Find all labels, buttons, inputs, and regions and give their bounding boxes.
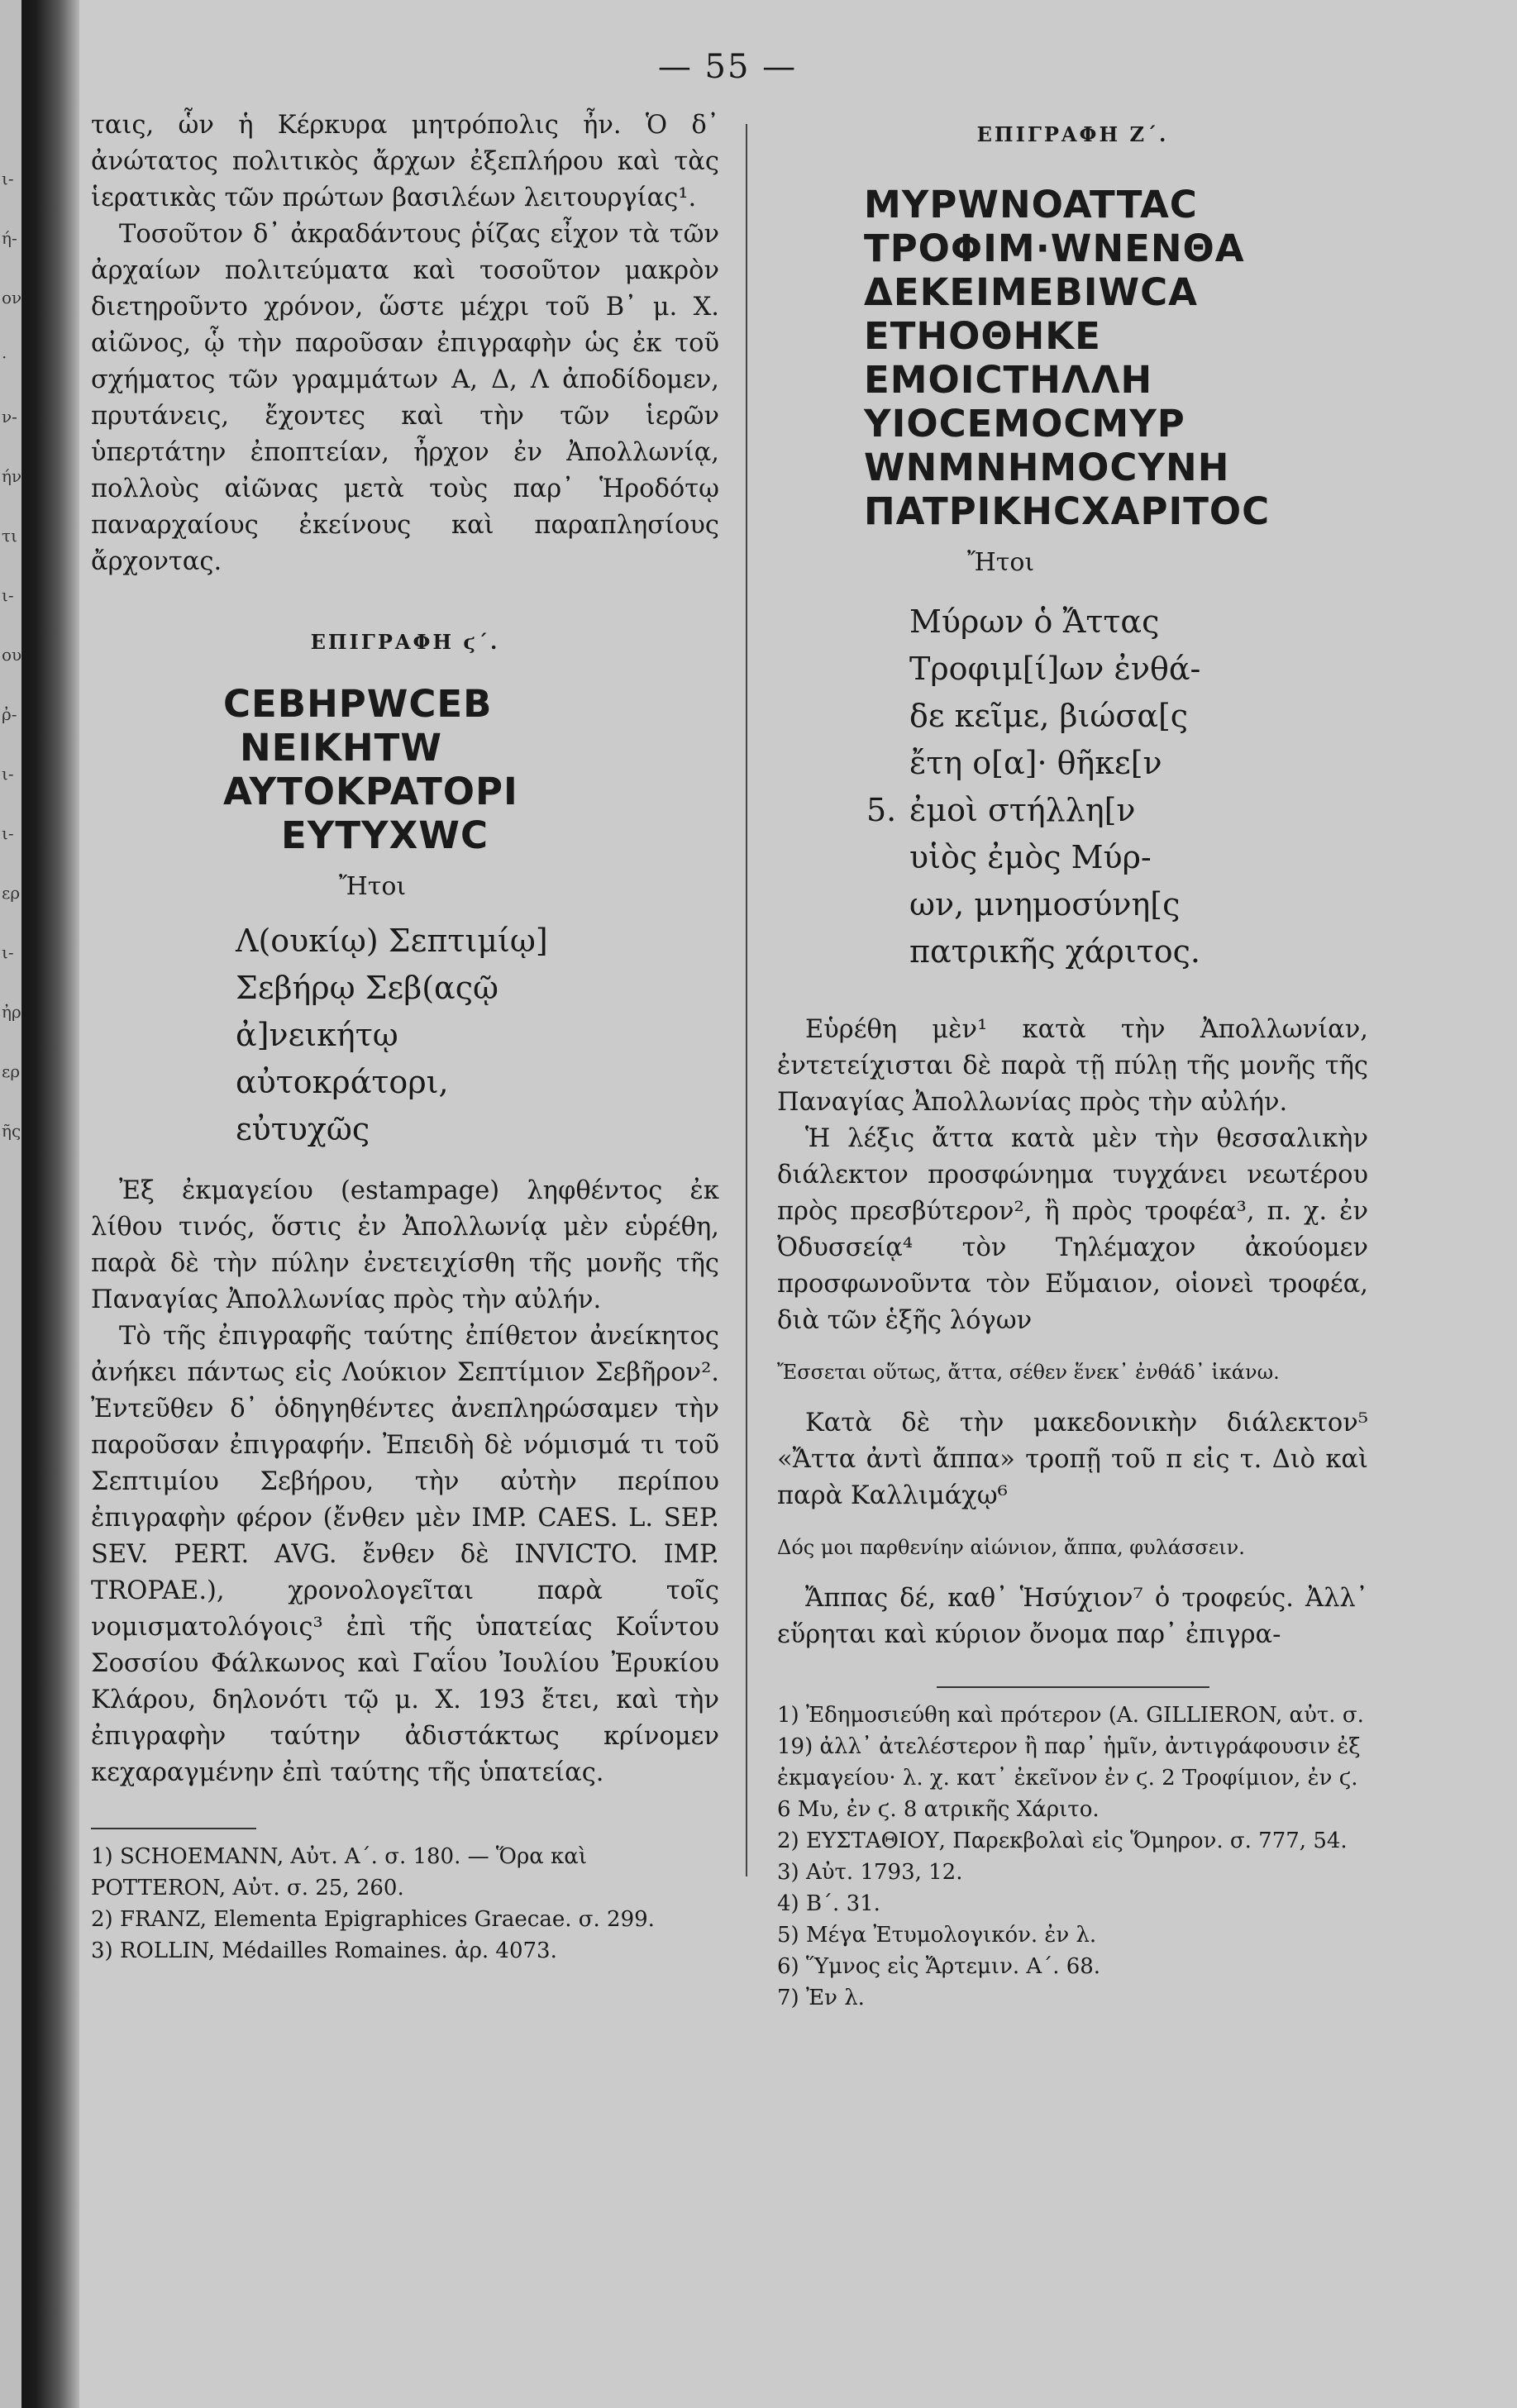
inscription-line: AYTOKPATOPI xyxy=(223,770,518,813)
transcription-line: ἀ]νεικήτῳ xyxy=(236,1017,398,1053)
adjacent-page-letter: ι- xyxy=(2,764,14,784)
transcription-line: Μύρων ὁ Ἄττας xyxy=(909,603,1160,640)
commentary-paragraph: Ἡ λέξις ἄττα κατὰ μὲν τὴν θεσσαλικὴν διάλεκτον προσφώνημα τυγχάνει νεωτέρου πρὸς πρεσβύτερον², ἢ πρὸς τροφέα³, π. χ. ἐν Ὀδυσσείᾳ⁴ τὸν Τηλέμαχον ἀκούομεν προσφωνοῦντα τὸν Εὔμαιον, οἱονεὶ τροφέα, διὰ τῶν ἑξῆς λόγων xyxy=(777,1124,1368,1335)
adjacent-page-letter: ήν xyxy=(2,466,22,486)
footnote: 2) FRANZ, Elementa Epigraphices Graecae. σ. 299. xyxy=(91,1907,655,1932)
inscription-line: TPOΦIM·WNENΘA xyxy=(864,226,1245,270)
transcription-line: αὐτοκράτορι, xyxy=(236,1064,449,1100)
transcription-line: Τροφιμ[ί]ων ἐνθά- xyxy=(909,651,1201,687)
footnote: 2) ΕΥΣΤΑΘΙΟΥ, Παρεκβολαὶ εἰς Ὅμηρον. σ. 777, 54. xyxy=(777,1829,1348,1853)
adjacent-page-letter: ερ xyxy=(2,883,21,903)
commentary-paragraph: Εὑρέθη μὲν¹ κατὰ τὴν Ἀπολλωνίαν, ἐντετείχισται δὲ παρὰ τῇ πύλῃ τῆς μονῆς τῆς Παναγίας Ἀπολλωνίας πρὸς τὴν αὐλήν. xyxy=(777,1015,1368,1117)
adjacent-page-edge xyxy=(0,0,21,2408)
right-column xyxy=(777,107,1368,2014)
footnote: 6) Ὕμνος εἰς Ἄρτεμιν. Α΄. 68. xyxy=(777,1954,1101,1979)
adjacent-page-letter: ῤ- xyxy=(2,704,17,724)
inscription-line: ETHOΘHKE xyxy=(864,314,1101,358)
itoi-label: Ἤτοι xyxy=(339,872,407,901)
inscription-line: NEIKHTW xyxy=(240,726,443,770)
adjacent-page-letter: ι- xyxy=(2,942,14,962)
footnote: 1) SCHOEMANN, Αὐτ. Α΄. σ. 180. — Ὅρα καὶ POTTERON, Αὐτ. σ. 25, 260. xyxy=(91,1844,588,1900)
inscription-line: CEBHPWCEB xyxy=(223,682,493,726)
adjacent-page-letter: ι- xyxy=(2,823,14,843)
inscription-line: MYPWNOATTAC xyxy=(864,183,1198,226)
footnote: 3) Αὐτ. 1793, 12. xyxy=(777,1860,963,1885)
inscription-line: YIOCEMOCMYP xyxy=(864,402,1185,446)
adjacent-page-letter: ι- xyxy=(2,585,14,605)
commentary-paragraph: Ἐξ ἐκμαγείου (estampage) ληφθέντος ἐκ λίθου τινός, ὅστις ἐν Ἀπολλωνίᾳ μὲν εὑρέθη, παρὰ δὲ τὴν πύλην ἐνετειχίσθη τῆς μονῆς τῆς Παναγίας Ἀπολλωνίας πρὸς τὴν αὐλήν. xyxy=(91,1176,719,1314)
adjacent-page-letter: ἠρ xyxy=(2,1002,21,1022)
adjacent-page-letter: ν- xyxy=(2,407,17,427)
transcription-line: ων, μνημοσύνη[ς xyxy=(909,886,1181,923)
inscription-7-transcription xyxy=(777,598,1368,975)
adjacent-page-letter: τι xyxy=(2,526,17,546)
footnote-rule xyxy=(91,1828,256,1829)
transcription-line: ἐμοὶ στήλλη[ν xyxy=(909,792,1136,828)
page-number: — 55 — xyxy=(657,48,798,86)
footnote: 1) Ἐδημοσιεύθη καὶ πρότερον (A. GILLIERON, αὐτ. σ. 19) ἀλλ᾽ ἀτελέστερον ἢ παρ᾽ ἡμῖν, ἀντιγράφουσιν ἐξ ἐκμαγείου· λ. χ. κατ᾽ ἐκεῖνον ἐν ϛ. 2 Τροφίμιον, ἐν ϛ. 6 Μυ, ἐν ϛ. 8 ατρικῆς Χάριτο. xyxy=(777,1703,1364,1822)
transcription-line: ἔτη ο[α]· θῆκε[ν xyxy=(909,745,1162,781)
left-column xyxy=(91,107,719,1967)
adjacent-page-letter: ι- xyxy=(2,169,14,188)
adjacent-page-letters xyxy=(2,149,20,1161)
transcription-line: Λ(ουκίῳ) Σεπτιμίῳ] xyxy=(236,923,548,959)
adjacent-page-letter: ον xyxy=(2,288,22,308)
commentary-paragraph: Κατὰ δὲ τὴν μακεδονικὴν διάλεκτον⁵ «Ἄττα ἀντὶ ἄππα» τροπῇ τοῦ π εἰς τ. Διὸ καὶ παρὰ Καλλιμάχῳ⁶ xyxy=(777,1409,1368,1510)
inscription-7-heading: ΕΠΙΓΡΑΦΗ Ζ΄. xyxy=(976,122,1169,146)
quotation: Ἔσσεται οὕτως, ἄττα, σέθεν ἕνεκ᾽ ἐνθάδ᾽ ἱκάνω. xyxy=(777,1361,1280,1384)
inscription-line: WNMNHMOCYNH xyxy=(864,446,1230,489)
footnotes xyxy=(777,1700,1368,2014)
footnote: 7) Ἐν λ. xyxy=(777,1986,865,2010)
inscription-6-heading: ΕΠΙΓΡΑΦΗ ϛ΄. xyxy=(310,630,500,654)
adjacent-page-letter: ου xyxy=(2,645,22,665)
footnote: 4) Β΄. 31. xyxy=(777,1891,880,1916)
inscription-6-text xyxy=(91,682,719,857)
commentary-paragraph: Ἄππας δέ, καθ᾽ Ἡσύχιον⁷ ὁ τροφεύς. Ἀλλ᾽ εὕρηται καὶ κύριον ὄνομα παρ᾽ ἐπιγρα- xyxy=(777,1584,1368,1649)
quotation: Δός μοι παρθενίην αἰώνιον, ἄππα, φυλάσσειν. xyxy=(777,1536,1245,1559)
transcription-line: εὐτυχῶς xyxy=(236,1111,370,1147)
inscription-6-transcription xyxy=(91,918,719,1153)
inscription-line: EMOICTHΛΛH xyxy=(864,358,1153,402)
footnote: 5) Μέγα Ἐτυμολογικόν. ἐν λ. xyxy=(777,1923,1097,1948)
adjacent-page-letter: ερ xyxy=(2,1061,21,1081)
footnotes xyxy=(91,1841,719,1967)
inscription-line: ΔEKEIMEBIWCA xyxy=(864,270,1198,314)
footnote: 3) ROLLIN, Médailles Romaines. ἀρ. 4073. xyxy=(91,1938,557,1963)
commentary-paragraph: Τὸ τῆς ἐπιγραφῆς ταύτης ἐπίθετον ἀνείκητος ἀνήκει πάντως εἰς Λούκιον Σεπτίμιον Σεβῆρον². Ἐντεῦθεν δ᾽ ὁδηγηθέντες ἀνεπληρώσαμεν τὴν παροῦσαν ἐπιγραφήν. Ἐπειδὴ δὲ νόμισμά τι τοῦ Σεπτιμίου Σεβήρου, τὴν αὐτὴν περίπου ἐπιγραφὴν φέρον (ἔνθεν μὲν IMP. CAES. L. SEP. SEV. PERT. AVG. ἔνθεν δὲ INVICTO. IMP. TROPAE.), χρονολογεῖται παρὰ τοῖς νομισματολόγοις³ ἐπὶ τῆς ὑπατείας Κοΐντου Σοσσίου Φάλκωνος καὶ Γαΐου Ἰουλίου Ἐρυκίου Κλάρου, δηλονότι τῷ μ. Χ. 193 ἔτει, καὶ τὴν ἐπιγραφὴν ταύτην ἀδιστάκτως κρίνομεν κεχαραγμένην ἐπὶ ταύτης τῆς ὑπατείας. xyxy=(91,1322,719,1787)
column-divider xyxy=(746,124,747,1876)
adjacent-page-letter: · xyxy=(2,347,7,367)
inscription-line: EYTYXWC xyxy=(281,813,489,857)
inscription-line: ΠATPIKHCXAPITOC xyxy=(864,489,1271,533)
adjacent-page-letter: ή- xyxy=(2,228,17,248)
itoi-label: Ἤτοι xyxy=(967,548,1035,577)
transcription-line: δε κεῖμε, βιώσα[ς xyxy=(909,698,1189,734)
line-number: 5. xyxy=(866,792,897,828)
footnote-rule xyxy=(937,1686,1209,1688)
adjacent-page-letter: ῆς xyxy=(2,1121,21,1141)
transcription-line: πατρικῆς χάριτος. xyxy=(909,933,1200,970)
intro-paragraph: Τοσοῦτον δ᾽ ἀκραδάντους ῥίζας εἶχον τὰ τῶν ἀρχαίων πολιτεύματα καὶ τοσοῦτον μακρὸν διετηροῦντο χρόνον, ὥστε μέχρι τοῦ Β᾽ μ. Χ. αἰῶνος, ᾧ τὴν παροῦσαν ἐπιγραφὴν ὡς ἐκ τοῦ σχήματος τῶν γραμμάτων Α, Δ, Λ ἀποδίδομεν, πρυτάνεις, ἔχοντες καὶ τὴν τῶν ἱερῶν ὑπερτάτην ἐποπτείαν, ἦρχον ἐν Ἀπολλωνίᾳ, πολλοὺς αἰῶνας μετὰ τοὺς παρ᾽ Ἡροδότῳ παναρχαίους ἐκείνους καὶ παραπλησίους ἄρχοντας. xyxy=(91,220,719,576)
inscription-7-text xyxy=(777,183,1368,533)
transcription-line: Σεβήρῳ Σεβ(αςῷ xyxy=(236,970,499,1006)
transcription-line: υἱὸς ἐμὸς Μύρ- xyxy=(909,839,1152,875)
intro-paragraph: ταις, ὧν ἡ Κέρκυρα μητρόπολις ἦν. Ὁ δ᾽ ἀνώτατος πολιτικὸς ἄρχων ἐξεπλήρου καὶ τὰς ἱερατικὰς τῶν πρώτων βασιλέων λειτουργίας¹. xyxy=(91,111,719,212)
